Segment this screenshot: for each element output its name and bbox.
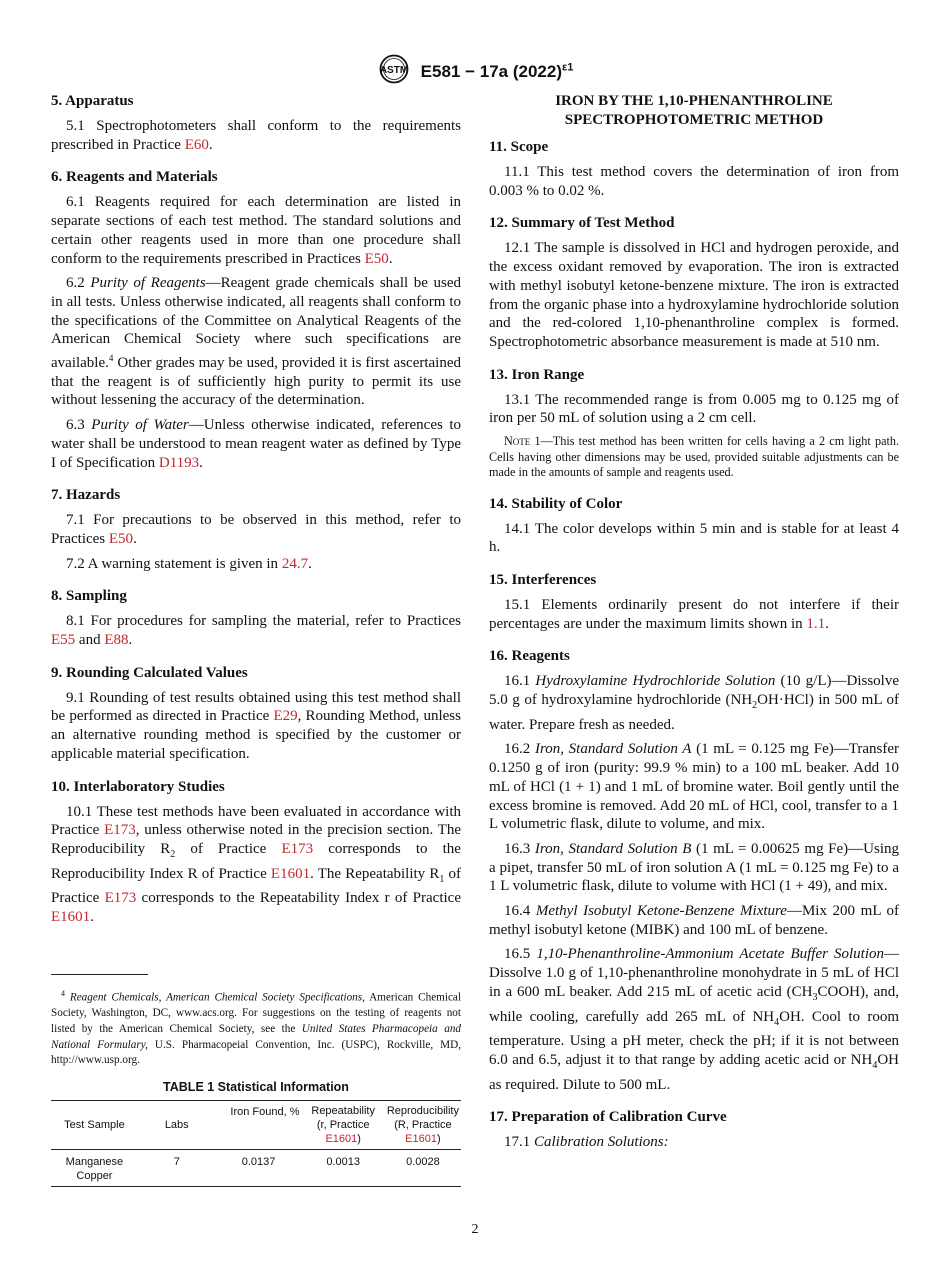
paragraph-5-1: 5.1 Spectrophotometers shall conform to the requirements prescribed in Practice E60. — [51, 118, 461, 153]
paragraph-11-1: 11.1 This test method covers the determination of iron from 0.003 % to 0.02 %. — [489, 164, 899, 199]
ref-link-e1601[interactable]: E1601 — [270, 865, 311, 882]
page-header — [0, 54, 950, 89]
designation-superscript: ε1 — [561, 61, 574, 74]
section-5 — [51, 92, 461, 154]
paragraph-16-5: 16.5 1,10-Phenanthroline-Ammonium Acetate Buffer Solution—Dissolve 1.0 g of 1,10-phenanthroline monohydrate in 5 mL of HCl in a 600 mL beaker. Add 215 mL of acetic acid $(CH_3COOH)$, and, while cooling, carefully add 265 mL of $NH_4OH$. Cool to room temperature. Using a pH meter, check the pH; if it is not between 6.0 and 6.5, adjust it to that range by adding acetic acid or $NH_4OH$ as required. Dilute to 500 mL. — [489, 946, 900, 1093]
ref-link-e1601[interactable]: E1601 — [51, 909, 91, 926]
section-15 — [489, 571, 899, 633]
table-header-row — [51, 1101, 461, 1150]
section-heading: 8. Sampling — [51, 588, 127, 605]
section-12 — [489, 214, 899, 351]
col-repeatability: Repeatability (r, Practice E1601) — [311, 1105, 375, 1145]
left-column — [51, 92, 461, 941]
col-reproducibility: Reproducibility (R, Practice E1601) — [386, 1105, 459, 1145]
ref-link-e173[interactable]: E173 — [104, 890, 137, 907]
col-test-sample: Test Sample — [64, 1119, 125, 1131]
astm-logo-icon — [377, 54, 411, 89]
section-6 — [51, 168, 461, 472]
ref-link-e173[interactable]: E173 — [104, 822, 136, 839]
document-designation: E581 − 17a $(2022)^{\varepsilon 1}$ — [420, 61, 574, 81]
ref-link-24-7[interactable]: 24.7 — [281, 555, 309, 572]
paragraph-7-1: 7.1 For precautions to be observed in this method, refer to Practices E50. — [51, 512, 461, 547]
paragraph-17-1: 17.1 Calibration Solutions: — [504, 1134, 669, 1151]
section-13 — [489, 366, 899, 481]
section-heading: 11. Scope — [489, 139, 549, 155]
section-heading: 7. Hazards — [51, 487, 121, 504]
paragraph-6-3: 6.3 Purity of Water—Unless otherwise indicated, references to water shall be understood to mean reagent water as defined by Type I of Specification D1193. — [51, 417, 461, 471]
ref-link-e55[interactable]: E55 — [51, 632, 76, 649]
cell-labs: 7 — [173, 1156, 180, 1168]
section-heading: 5. Apparatus — [51, 93, 134, 109]
section-11 — [489, 138, 899, 200]
col-labs: Labs — [164, 1119, 189, 1131]
paragraph-7-2: 7.2 A warning statement is given in 24.7. — [66, 555, 312, 572]
section-heading: 6. Reagents and Materials — [51, 169, 218, 186]
ref-link-e60[interactable]: E60 — [184, 136, 209, 153]
ref-link-e1601[interactable]: E1601 — [325, 1133, 358, 1145]
paragraph-12-1: 12.1 The sample is dissolved in HCl and hydrogen peroxide, and the excess oxidant removed by evaporation. The iron is extracted with methyl isobutyl ketone-benzene mixture. The iron is extracted from the organic phase into a hydroxylamine hydrochloride solution and the red-colored 1,10-phenanthroline complex is formed. Spectrophotometric absorbance measurement is made at 510 nm. — [489, 240, 899, 350]
table-row — [51, 1150, 461, 1187]
table-caption: TABLE 1 Statistical Information — [163, 1080, 349, 1094]
svg-text:ASTM: ASTM — [379, 65, 408, 76]
cell-iron-found: 0.0137 — [241, 1156, 276, 1168]
ref-link-d1193[interactable]: D1193 — [158, 454, 200, 471]
footnote-4: $^4$ Reagent Chemicals, American Chemical Society Specifications, American Chemical Society, Washington, DC, www.acs.org. For suggestions on the testing of reagents not listed by the American Chemical Society, see the United States Pharmacopeia and National Formulary, U.S. Pharmacopeial Convention, Inc. (USPC), Rockville, MD, http://www.usp.org. — [51, 989, 462, 1067]
section-heading: 17. Preparation of Calibration Curve — [489, 1109, 727, 1126]
ref-link-1-1[interactable]: 1.1 — [806, 615, 826, 632]
ref-link-e29[interactable]: E29 — [273, 708, 298, 725]
section-7 — [51, 486, 461, 573]
page-number: 2 — [471, 1222, 479, 1237]
section-16 — [489, 647, 899, 1094]
paragraph-16-2: 16.2 Iron, Standard Solution A (1 mL = 0.125 mg Fe)—Transfer 0.1250 g of iron (purity: 99.9 % min) to a 100 mL beaker. Add 10 mL of HCl (1 + 1) and 1 mL of bromine water. Boil gently until the excess bromine is removed. Add 20 mL of HCl, cool, transfer to a 1 L volumetric flask, dilute to volume, and mix. — [489, 741, 900, 833]
statistical-information-table — [51, 1080, 461, 1187]
footnote-marker: 4 — [108, 353, 114, 364]
paragraph-6-1: 6.1 Reagents required for each determination are listed in separate sections of each test method. The standard solutions and certain other reagents used in more than one procedure shall conform to the requirements prescribed in Practices E50. — [51, 194, 461, 267]
paragraph-16-1: 16.1 Hydroxylamine Hydrochloride Solution (10 g/L)—Dissolve 5.0 g of hydroxylamine hydrochloride $(NH_2OH\cdot HCl)$ in 500 mL of water. Prepare fresh as needed. — [489, 673, 899, 733]
section-heading: 10. Interlaboratory Studies — [51, 778, 225, 795]
paragraph-16-4: 16.4 Methyl Isobutyl Ketone-Benzene Mixture—Mix 200 mL of methyl isobutyl ketone (MIBK) and 100 mL of benzene. — [489, 903, 900, 938]
section-heading: 12. Summary of Test Method — [489, 215, 675, 232]
cell-reproducibility: 0.0028 — [406, 1156, 440, 1168]
section-8 — [51, 587, 461, 649]
ref-link-e88[interactable]: E88 — [104, 632, 129, 649]
ref-link-e50[interactable]: E50 — [364, 250, 389, 267]
paragraph-14-1: 14.1 The color develops within 5 min and is stable for at least 4 h. — [489, 520, 899, 556]
section-heading: 15. Interferences — [489, 571, 597, 588]
note-1: Note 1—This test method has been written for cells having a 2 cm light path. Cells having other dimensions may be used, provided suitable adjustments can be made in the amounts of sample and reagents used. — [489, 434, 900, 480]
section-heading: 13. Iron Range — [489, 366, 585, 383]
section-heading: 16. Reagents — [489, 648, 570, 665]
section-9 — [51, 664, 461, 764]
paragraph-9-1: 9.1 Rounding of test results obtained using this test method shall be performed as directed in Practice E29, Rounding Method, unless an alternative rounding method is specified by the customer or applicable material specification. — [51, 689, 461, 762]
method-title: IRON BY THE 1,10-PHENANTHROLINE SPECTROPHOTOMETRIC METHOD — [555, 93, 833, 128]
cell-test-sample: Manganese Copper — [65, 1156, 124, 1182]
ref-link-e1601[interactable]: E1601 — [405, 1133, 437, 1145]
paragraph-10-1: 10.1 These test methods have been evaluated in accordance with Practice E173, unless otherwise noted in the precision section. The Reproducibility $R_2$ of Practice E173 corresponds to the Reproducibility Index R of Practice E1601. The Repeatability $R_1$ of Practice E173 corresponds to the Repeatability Index r of Practice E1601. — [51, 803, 462, 926]
right-column — [489, 92, 899, 1166]
ref-link-e50[interactable]: E50 — [108, 530, 134, 547]
section-10 — [51, 778, 461, 927]
paragraph-6-2: 6.2 Purity of Reagents—Reagent grade chemicals shall be used in all tests. Unless otherwise indicated, all reagents shall conform to the specifications of the Committee on Analytical Reagents of the American Chemical Society where such specifications are available.$^4$ Other grades may be used, provided it is first ascertained that the reagent is of sufficiently high purity to permit its use without lessening the accuracy of the determination. — [51, 275, 461, 409]
paragraph-13-1: 13.1 The recommended range is from 0.005 mg to 0.125 mg of iron per 50 mL of solution using a 2 cm cell. — [489, 391, 899, 427]
section-17 — [489, 1108, 899, 1152]
cell-repeatability: 0.0013 — [326, 1156, 360, 1168]
paragraph-8-1: 8.1 For procedures for sampling the material, refer to Practices E55 and E88. — [51, 613, 461, 649]
footnote-divider — [51, 974, 148, 975]
ref-link-e173[interactable]: E173 — [281, 840, 314, 857]
section-14 — [489, 495, 899, 557]
paragraph-16-3: 16.3 Iron, Standard Solution B (1 mL = 0.00625 mg Fe)—Using a pipet, transfer 50 mL of iron solution A (1 mL = 0.125 mg Fe) to a 1 L volumetric flask, dilute to volume with HCl (1 + 49), and mix. — [489, 840, 900, 895]
section-heading: 9. Rounding Calculated Values — [51, 664, 248, 681]
section-heading: 14. Stability of Color — [489, 495, 623, 512]
col-iron-found: Iron Found, % — [230, 1106, 300, 1118]
paragraph-15-1: 15.1 Elements ordinarily present do not interfere if their percentages are under the maximum limits shown in 1.1. — [489, 596, 899, 632]
